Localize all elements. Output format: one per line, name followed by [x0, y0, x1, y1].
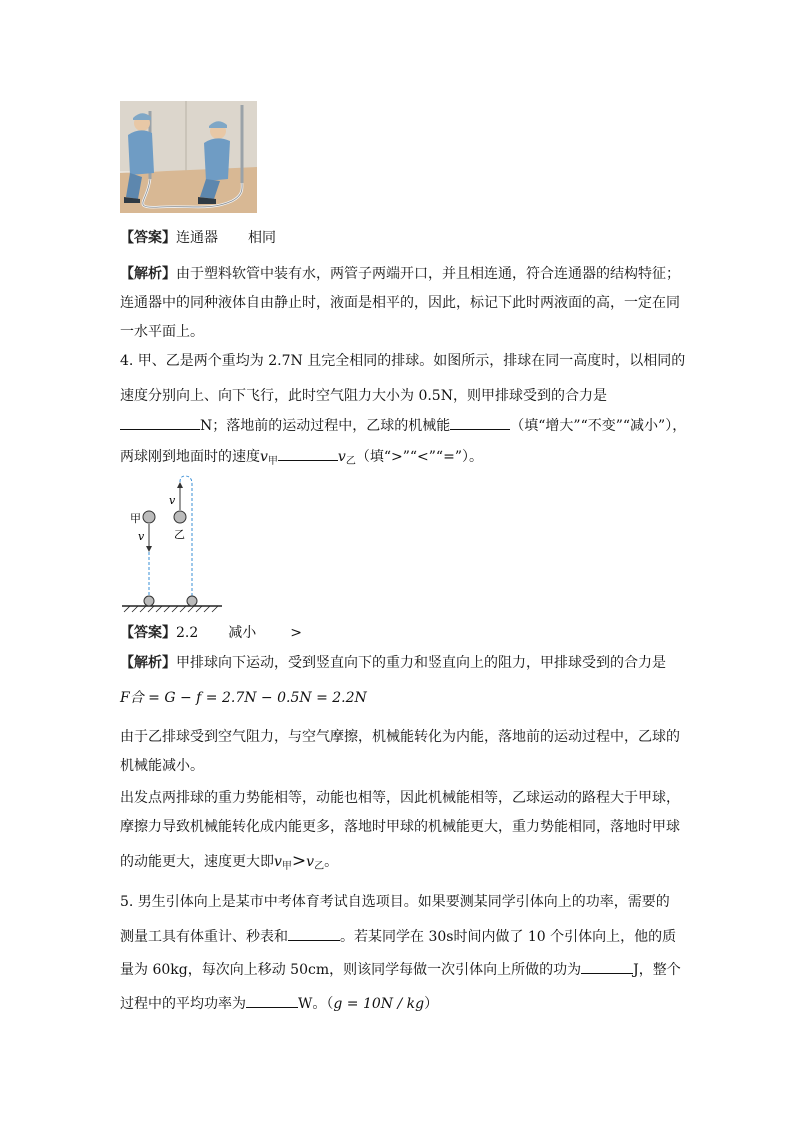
- ball-yi: [174, 511, 186, 523]
- q4-analysis-line6: 的动能更大，速度更大即$v_甲>v_乙$。: [120, 851, 339, 872]
- q5-line2: 测量工具有体重计、秒表和 。若某同学在 30s时间内做了 10 个引体向上，他的质: [120, 926, 676, 947]
- q4-analysis-line4: 出发点两排球的重力势能相等，动能也相等，因此机械能相等，乙球运动的路程大于甲球，: [120, 790, 680, 806]
- q3-analysis-line3: 一水平面上。: [120, 324, 204, 340]
- label-jia: 甲: [130, 512, 141, 525]
- q4-analysis-line1: 【解析】甲排球向下运动，受到竖直向下的重力和竖直向上的阻力，甲排球受到的合力是: [120, 655, 666, 671]
- connected-vessel-illustration: [120, 101, 257, 213]
- answer-blank[interactable]: [246, 993, 298, 1008]
- answer-2: 相同: [248, 230, 276, 246]
- label-v-yi: v: [169, 494, 176, 507]
- q4-formula: F合 = G − f = 2.7N − 0.5N = 2.2N: [120, 690, 367, 706]
- q4-line3: N；落地前的运动过程中，乙球的机械能 （填“增大”“不变”“减小”），: [120, 415, 686, 436]
- answer-1: 2.2: [176, 625, 199, 641]
- q4-answer: [120, 623, 302, 643]
- q5-line4: 过程中的平均功率为 W。（g = 10N / kg）: [120, 993, 438, 1014]
- q4-analysis-line2: 由于乙排球受到空气阻力，与空气摩擦，机械能转化为内能，落地前的运动过程中，乙球的: [120, 729, 680, 745]
- answer-tag: 【答案】: [120, 230, 176, 246]
- q4-line4: 两球刚到地面时的速度$v_甲$ $v_乙$（填“>”“<”“=”）。: [120, 446, 483, 469]
- answer-1: 连通器: [176, 230, 218, 246]
- q3-analysis-line2: 连通器中的同种液体自由静止时，液面是相平的，因此，标记下此时两液面的高，一定在同: [120, 295, 680, 311]
- answer-blank[interactable]: [581, 959, 633, 974]
- q4-analysis-line3: 机械能减小。: [120, 758, 204, 774]
- answer-blank[interactable]: [278, 446, 338, 461]
- analysis-tag: 【解析】: [120, 655, 176, 671]
- label-v-jia: v: [138, 530, 145, 543]
- volleyball-diagram: [118, 474, 228, 614]
- q4-line2: 速度分别向上、向下飞行，此时空气阻力大小为 0.5N，则甲排球受到的合力是: [120, 388, 607, 404]
- answer-blank[interactable]: [450, 415, 510, 430]
- answer-blank[interactable]: [120, 415, 200, 430]
- answer-tag: 【答案】: [120, 625, 176, 641]
- answer-2: 减小: [228, 625, 257, 641]
- ball-jia: [143, 511, 155, 523]
- q4-line1: 4. 甲、乙是两个重均为 2.7N 且完全相同的排球。如图所示，排球在同一高度时，以相同的: [120, 353, 686, 369]
- label-yi: 乙: [174, 528, 185, 541]
- q3-answer: [120, 228, 276, 248]
- q3-analysis-line1: 【解析】由于塑料软管中装有水，两管子两端开口，并且相连通，符合连通器的结构特征；: [120, 266, 680, 282]
- q5-line1: 5. 男生引体向上是某市中考体育考试自选项目。如果要测某同学引体向上的功率，需要的: [120, 894, 670, 910]
- answer-blank[interactable]: [288, 926, 340, 941]
- q5-line3: 量为 60kg，每次向上移动 50cm，则该同学每做一次引体向上所做的功为 J，整个: [120, 959, 681, 980]
- answer-3: >: [290, 625, 302, 641]
- q4-analysis-line5: 摩擦力导致机械能转化成内能更多，落地时甲球的机械能更大，重力势能相同，落地时甲球: [120, 819, 680, 835]
- analysis-tag: 【解析】: [120, 266, 176, 282]
